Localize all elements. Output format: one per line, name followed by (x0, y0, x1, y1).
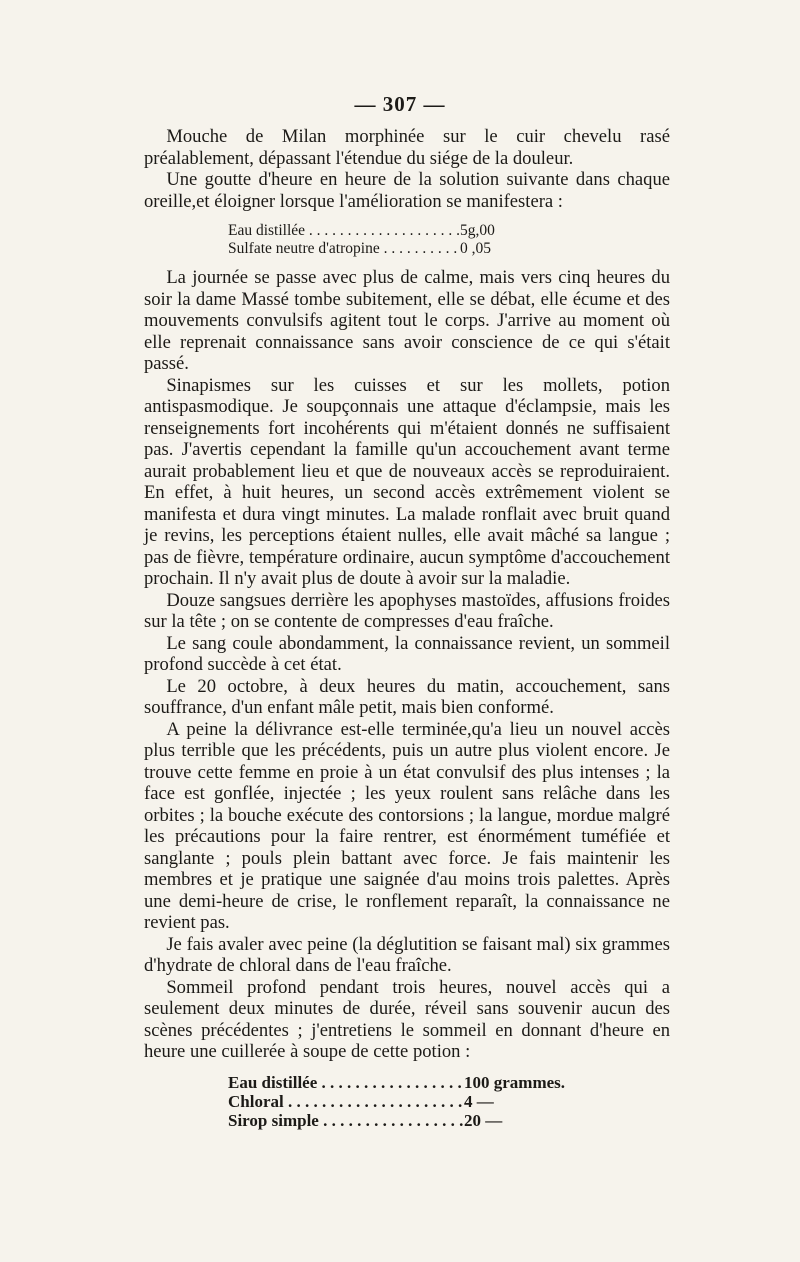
ingredient-qty: 4 — (464, 1091, 494, 1111)
ingredient-qty: 20 — (464, 1110, 503, 1130)
paragraph: Sinapismes sur les cuisses et sur les mollets, potion antispasmodique. Je soupçonnais une attaque d'éclampsie, mais les renseignements fort incohérents qui m'étaient donnés ne suffisaient pas. J'avertis cependant la famille qu'un accouchement avant terme aurait probablement lieu et que de nouveaux accès se reproduiraient. En effet, à huit heures, un second accès extrêmement violent se manifesta et dura vingt minutes. La malade ronflait avec bruit quand je revins, les perceptions étaient nulles, elle avait mâché sa langue ; pas de fièvre, température ordinaire, aucun symptôme d'accouchement prochain. Il n'y avait plus de doute à avoir sur la maladie. (144, 374, 670, 589)
ingredient-qty: 0 ,05 (460, 239, 491, 257)
paragraph: A peine la délivrance est-elle terminée,qu'a lieu un nouvel accès plus terrible que les précédents, puis un autre plus violent encore. Je trouve cette femme en proie à un état convulsif des plus intenses ; la face est gonflée, injectée ; les yeux roulent sans relâche dans les orbites ; la bouche exécute des contorsions ; la langue, mordue malgré les précautions pour la faire rentrer, est énormément tuméfiée et sanglante ; pouls plein battant avec force. Je fais maintenir les membres et je pratique une saignée d'au moins trois palettes. Après une demi-heure de crise, le ronflement reparaît, la connaissance ne revient pas. (144, 718, 670, 933)
prescription-row (228, 222, 670, 240)
page-number: — 307 — (354, 92, 446, 116)
paragraph: Le 20 octobre, à deux heures du matin, accouchement, sans souffrance, d'un enfant mâle petit, mais bien conformé. (144, 675, 670, 718)
prescription-chloral (228, 1073, 670, 1130)
paragraph: Une goutte d'heure en heure de la solution suivante dans chaque oreille,et éloigner lorsque l'amélioration se manifestera : (144, 169, 670, 212)
prescription-row (228, 1092, 670, 1111)
ingredient-name: Eau distillée . . . (228, 1073, 464, 1092)
ingredient-name: Sirop simple . . . (228, 1111, 464, 1130)
prescription-row (228, 1073, 670, 1092)
ingredient-name: Eau distillée . . . (228, 222, 460, 240)
page-body (144, 126, 670, 1140)
prescription-row (228, 1111, 670, 1130)
paragraph: La journée se passe avec plus de calme, mais vers cinq heures du soir la dame Massé tombe subitement, elle se débat, elle écume et des mouvements convulsifs agitent tout le corps. J'arrive au moment où elle reprenait connaissance sans avoir conscience de ce qui s'était passé. (144, 267, 670, 374)
ingredient-name: Sulfate neutre d'atropine . . . (228, 240, 460, 258)
paragraph: Sommeil profond pendant trois heures, nouvel accès qui a seulement deux minutes de durée, réveil sans souvenir aucun des scènes précédentes ; j'entretiens le sommeil en donnant d'heure en heure une cuillerée à soupe de cette potion : (144, 976, 670, 1062)
paragraph: Je fais avaler avec peine (la déglutition se faisant mal) six grammes d'hydrate de chloral dans de l'eau fraîche. (144, 933, 670, 976)
prescription-atropine (228, 222, 670, 257)
ingredient-qty: 100 grammes. (464, 1072, 566, 1092)
prescription-row (228, 240, 670, 258)
ingredient-qty: 5g,00 (460, 222, 495, 239)
paragraph: Douze sangsues derrière les apophyses mastoïdes, affusions froides sur la tête ; on se contente de compresses d'eau fraîche. (144, 589, 670, 632)
paragraph: Mouche de Milan morphinée sur le cuir chevelu rasé préalablement, dépassant l'étendue du siége de la douleur. (144, 126, 670, 169)
paragraph: Le sang coule abondamment, la connaissance revient, un sommeil profond succède à cet état. (144, 632, 670, 675)
ingredient-name: Chloral . . . (228, 1092, 464, 1111)
